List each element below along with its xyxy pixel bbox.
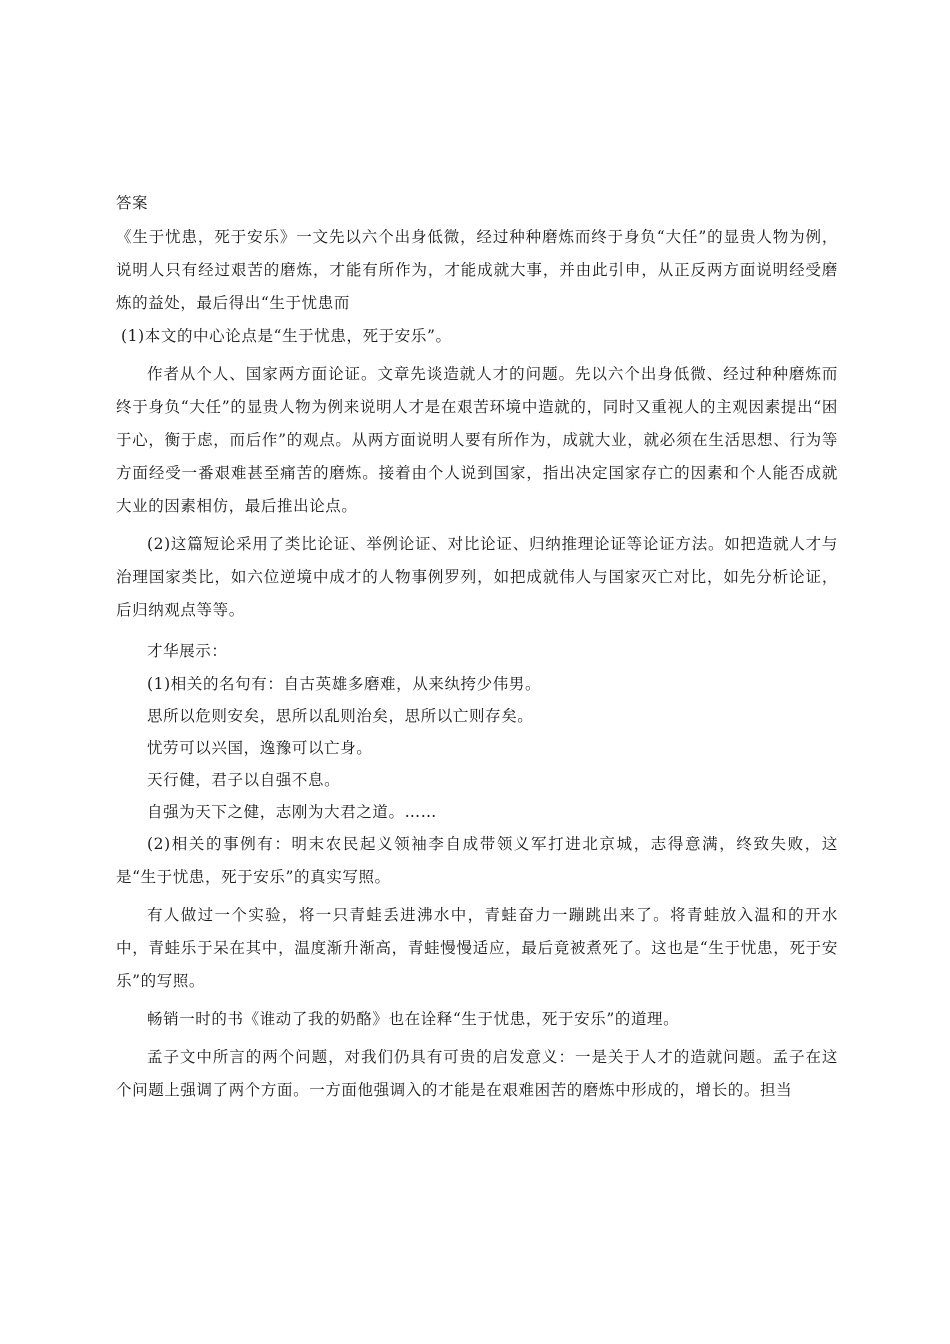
famous-quotes-paragraph: (1)相关的名句有：自古英雄多磨难，从来纨挎少伟男。: [147, 675, 542, 693]
document-body: [116, 193, 838, 1107]
examples-paragraph: (2)相关的事例有：明末农民起义领袖李自成带领义军打进北京城，志得意满，终致失败，这是“生于忧患，死于安乐”的真实写照。: [116, 835, 838, 886]
cheese-book-paragraph: 畅销一时的书《谁动了我的奶酪》也在诠释“生于忧患，死于安乐”的道理。: [147, 1010, 680, 1028]
quote-line: 自强为天下之健，志刚为大君之道。……: [147, 803, 437, 821]
quote-line: 思所以危则安矣，思所以乱则治矣，思所以亡则存矣。: [147, 707, 534, 725]
argument-analysis-paragraph: 作者从个人、国家两方面论证。文章先谈造就人才的问题。先以六个出身低微、经过种种磨炼而终于身负“大任”的显贵人物为例来说明人才是在艰苦环境中造就的，同时又重视人的主观因素提出“困于心，衡于虑，而后作”的观点。从两方面说明人要有所作为，成就大业，就必须在生活思想、行为等方面经受一番艰难甚至痛苦的磨炼。接着由个人说到国家，指出决定国家存亡的因素和个人能否成就大业的因素相仿，最后推出论点。: [116, 365, 838, 515]
talent-display-label: 才华展示：: [147, 642, 228, 660]
argument-methods-paragraph: (2)这篇短论采用了类比论证、举例论证、对比论证、归纳推理论证等论证方法。如把造就人才与治理国家类比，如六位逆境中成才的人物事例罗列，如把成就伟人与国家灭亡对比，如先分析论证，后归纳观点等等。: [116, 535, 838, 619]
central-argument-paragraph: (1)本文的中心论点是“生于忧患，死于安乐”。: [121, 327, 452, 345]
mencius-significance-paragraph: 孟子文中所言的两个问题，对我们仍具有可贵的启发意义：一是关于人才的造就问题。孟子在这个问题上强调了两个方面。一方面他强调入的才能是在艰难困苦的磨炼中形成的，增长的。担当: [116, 1048, 838, 1099]
answer-heading: 答案: [116, 194, 149, 212]
quote-line: 忧劳可以兴国，逸豫可以亡身。: [147, 739, 373, 757]
summary-paragraph: 《生于忧患，死于安乐》一文先以六个出身低微，经过种种磨炼而终于身负“大任”的显贵人物为例，说明人只有经过艰苦的磨炼，才能有所作为，才能成就大事，并由此引申，从正反两方面说明经受磨炼的益处，最后得出“生于忧患而: [116, 228, 838, 312]
frog-experiment-paragraph: 有人做过一个实验，将一只青蛙丢进沸水中，青蛙奋力一蹦跳出来了。将青蛙放入温和的开水中，青蛙乐于呆在其中，温度渐升渐高，青蛙慢慢适应，最后竟被煮死了。这也是“生于忧患，死于安乐”的写照。: [116, 906, 838, 990]
quote-line: 天行健，君子以自强不息。: [147, 771, 341, 789]
